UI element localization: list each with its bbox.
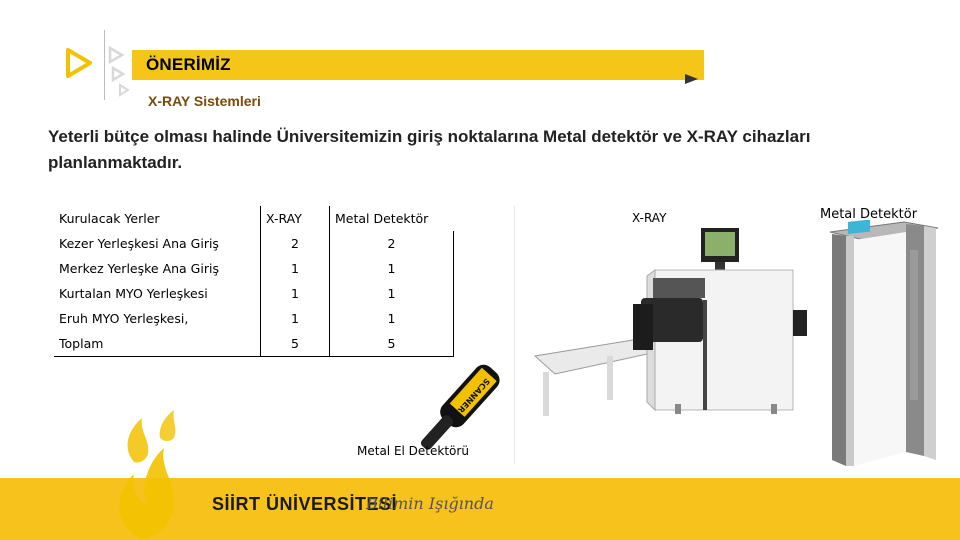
table-cell-xray: 2 [261,231,330,256]
flame-logo-icon [104,408,194,540]
installation-table [54,206,454,357]
intro-paragraph: Yeterli bütçe olması halinde Üniversitemizin giriş noktalarına Metal detektör ve X-RAY cihazları planlanmaktadır. [48,127,811,172]
hand-detector-label: Metal El Detektörü [357,444,469,458]
table-cell-metal-detector: 1 [330,281,454,306]
table-cell-xray: 1 [261,281,330,306]
table-cell-xray: 1 [261,256,330,281]
table-row [54,256,454,281]
xray-machine-image [514,206,811,464]
table-row [54,281,454,306]
xray-label: X-RAY [632,211,667,225]
table-cell-location: Kezer Yerleşkesi Ana Giriş [59,236,219,251]
column-header-xray: X-RAY [261,206,330,231]
table-cell-metal-detector: 2 [330,231,454,256]
table-row [54,231,454,256]
table-cell-location: Merkez Yerleşke Ana Giriş [59,261,219,276]
table-header-row [54,206,454,231]
table-cell-location: Eruh MYO Yerleşkesi, [59,311,189,326]
table-cell-metal-detector: 1 [330,306,454,331]
walkthrough-detector-image [828,220,940,470]
title-bar-arrow-icon [684,72,700,88]
walkthrough-detector-label: Metal Detektör [820,207,918,222]
column-header-metal-detector: Metal Detektör [335,211,429,226]
university-slogan: Bilimin Işığında [366,494,494,513]
university-brand: SİİRT ÜNİVERSİTESİ [212,494,398,514]
table-cell-xray: 1 [261,306,330,331]
scanner-text: SCANNER [456,376,492,415]
arrow-icon [113,68,123,80]
table-cell-xray: 5 [261,331,330,357]
arrow-icon [68,50,90,76]
table-cell-metal-detector: 5 [330,331,454,357]
header-divider [104,30,105,100]
table-cell-location: Toplam [54,331,261,357]
arrow-icon [120,85,128,95]
arrow-icon [110,48,122,62]
column-header-locations: Kurulacak Yerler [59,211,160,226]
table-row-total [54,331,454,357]
table-cell-metal-detector: 1 [330,256,454,281]
header-arrows-decoration [60,40,140,110]
page-subtitle: X-RAY Sistemleri [148,93,261,109]
table-row [54,306,454,331]
table-cell-location: Kurtalan MYO Yerleşkesi [59,286,208,301]
page-title: ÖNERİMİZ [146,55,231,74]
